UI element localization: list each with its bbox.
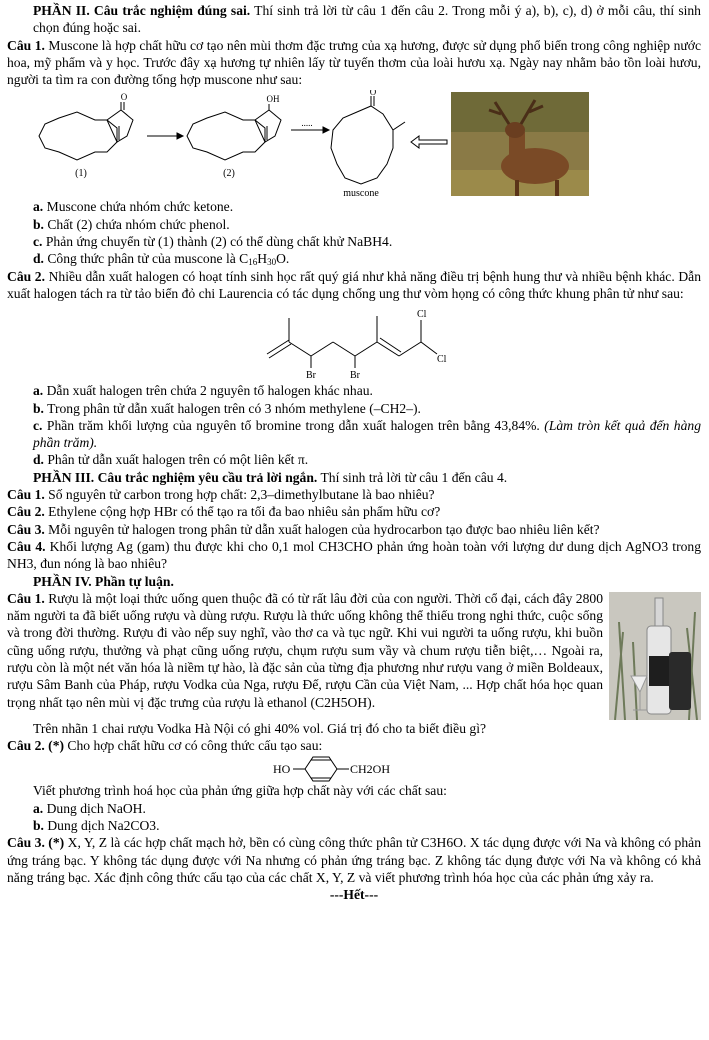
fig3-ch2oh: CH2OH [350,762,391,777]
part4-q2-b: b. Dung dịch Na2CO3. [33,818,160,834]
benzyl-alcohol-figure [7,754,701,782]
fig1-oh: OH [266,94,280,105]
q1-option-d: d. Công thức phân tử của muscone là $C_{16}H_{30}O$. [33,251,290,268]
q1-text: Muscone là hợp chất hữu cơ tạo nên mùi thơm đặc trưng của xạ hương, được sử dụng phổ biến trong công nghiệp nước hoa, mỹ phẩm và y học. Trước đây xạ hương tự nhiên lấy từ tuyến thơm của loài hươu xạ. Ngày nay nhằm bảo tồn loài hươu, người ta tìm ra con đường tổng hợp muscone như sau: [7,37,701,88]
q1-option-b: b. Chất (2) chứa nhóm chức phenol. [33,216,230,232]
part4-q2-sub: Viết phương trình hoá học của phản ứng giữa hợp chất này với các chất sau: [33,783,447,799]
end-marker: ---Hết--- [329,887,379,903]
cl-label-1: Cl [417,309,427,321]
part2-title: PHẦN II. Câu trắc nghiệm đúng sai. [33,3,251,18]
q1-option-c: c. Phản ứng chuyển từ (1) thành (2) có thể dùng chất khử NaBH4. [33,234,393,250]
part3-q3: Câu 3. Mỗi nguyên tử halogen trong phân tử dẫn xuất halogen của hydrocarbon tạo được bao nhiêu liên kết? [7,521,600,537]
q2-option-a: a. Dẫn xuất halogen trên chứa 2 nguyên tố halogen khác nhau. [33,383,373,399]
fig3-ho: HO [273,762,291,777]
part3-q2: Câu 2. Ethylene cộng hợp HBr có thể tạo ra tối đa bao nhiêu sản phẩm hữu cơ? [7,504,441,520]
halogen-skeleton [7,302,701,382]
part4-q3: Câu 3. (*) X, Y, Z là các hợp chất mạch hở, bền có cùng công thức phân tử C3H6O. X tác dụng được với Na và không có phản ứng tráng bạc. Y không tác dụng được với Na nhưng có phản ứng tráng bạc. Z không tác dụng được với Na và không có khả năng tráng bạc. Xác định công thức cấu tạo của các chất X, Y, Z và viết phương trình hóa học của các phản ứng xảy ra. [7,835,701,885]
q2-option-d: d. Phân tử dẫn xuất halogen trên có một liên kết π. [33,452,309,468]
fig1-o1: O [120,92,128,103]
fig1-label1: (1) [75,168,87,180]
synthesis-scheme [7,90,477,198]
part4-q2-a: a. Dung dịch NaOH. [33,800,146,816]
part4-q2: Câu 2. (*) Cho hợp chất hữu cơ có công thức cấu tạo sau: [7,738,323,754]
cl-label-2: Cl [437,354,447,366]
part2-q1 [7,37,701,89]
part4-q1-sub: Trên nhãn 1 chai rượu Vodka Hà Nội có ghi 40% vol. Giá trị đó cho ta biết điều gì? [33,720,486,736]
fig1-dots: ..... [301,118,313,129]
fig1-o3: O [369,90,377,98]
exam-page [7,2,701,904]
deer-photo [451,92,589,196]
br-label-2: Br [350,370,360,382]
br-label-1: Br [306,370,316,382]
halogen-skeleton-figure [7,302,701,382]
part2-q2: Câu 2. Nhiều dẫn xuất halogen có hoạt tính sinh học rất quý giá như khả năng điều trị bệnh hung thư và nhiều bệnh khác. Dẫn xuất halogen tách ra từ tảo biển đỏ chi Laurencia có tác dụng chống ung thư vòm họng có công thức khung phân tử như sau: [7,268,701,301]
fig1-label2: (2) [223,168,235,180]
part3-q4: Câu 4. Khối lượng Ag (gam) thu được khi cho 0,1 mol CH3CHO phản ứng hoàn toàn với lượng dư dung dịch AgNO3 trong NH3, đun nóng là bao nhiêu? [7,538,701,572]
q1-option-a: a. Muscone chứa nhóm chức ketone. [33,199,234,215]
muscone-synthesis-figure [7,90,701,198]
part4-heading: PHẦN IV. Phần tự luận. [33,573,174,589]
vodka-bottle-photo [609,592,701,720]
part3-q1: Câu 1. Số nguyên tử carbon trong hợp chất: 2,3–dimethylbutane là bao nhiêu? [7,487,435,503]
fig1-label-muscone: muscone [343,188,379,199]
q1-label: Câu 1. [7,37,45,53]
part2-intro: Thí sinh trả lời từ câu 1 đến câu 2. Trong mỗi ý a), b), c), d) ở mỗi câu, thí sinh chọn đúng hoặc sai. [33,3,701,36]
part4-q1: Câu 1. Rượu là một loại thức uống quen thuộc đã có từ rất lâu đời của con người. Thời cổ đại, cách đây 2800 năm người ta đã biết uống rượu và dùng rượu. Rượu là thức uống không thể thiếu trong nghi thức, cuộc sống và trong đời thường. Rượu đi vào nếp suy nghĩ, vào thơ ca và tục ngữ. Khi vui người ta uống rượu, khi buồn cũng uống rượu, thưởng và phạt cũng uống rượu, chụm rượu sum vầy và chum rượu tiễn biệt,… Ngoài ra, rượu còn là một nét văn hóa là niềm tự hào, là đặc sản của từng địa phương như rượu vang ở miền Boldeaux, rượu Sâm Banh của Pháp, rượu Vodka của Nga, rượu Đế, rượu Cần của Việt Nam, ... Hợp chất hóa học quan trọng nhất tạo nên mùi vị đặc trưng của rượu là ethanol (C2H5OH). [7,590,701,711]
part3-heading: PHẦN III. Câu trắc nghiệm yêu cầu trả lời ngắn. Thí sinh trả lời từ câu 1 đến câu 4. [33,469,508,485]
part2-heading [7,2,701,37]
q2-option-b: b. Trong phân tử dẫn xuất halogen trên có 3 nhóm methylene (–CH2–). [33,400,421,416]
q2-option-c: c. Phần trăm khối lượng của nguyên tố bromine trong dẫn xuất halogen trên bằng 43,84%. (Làm tròn kết quả đến hàng phần trăm). [33,417,701,451]
hydroxybenzyl-structure [7,754,701,782]
